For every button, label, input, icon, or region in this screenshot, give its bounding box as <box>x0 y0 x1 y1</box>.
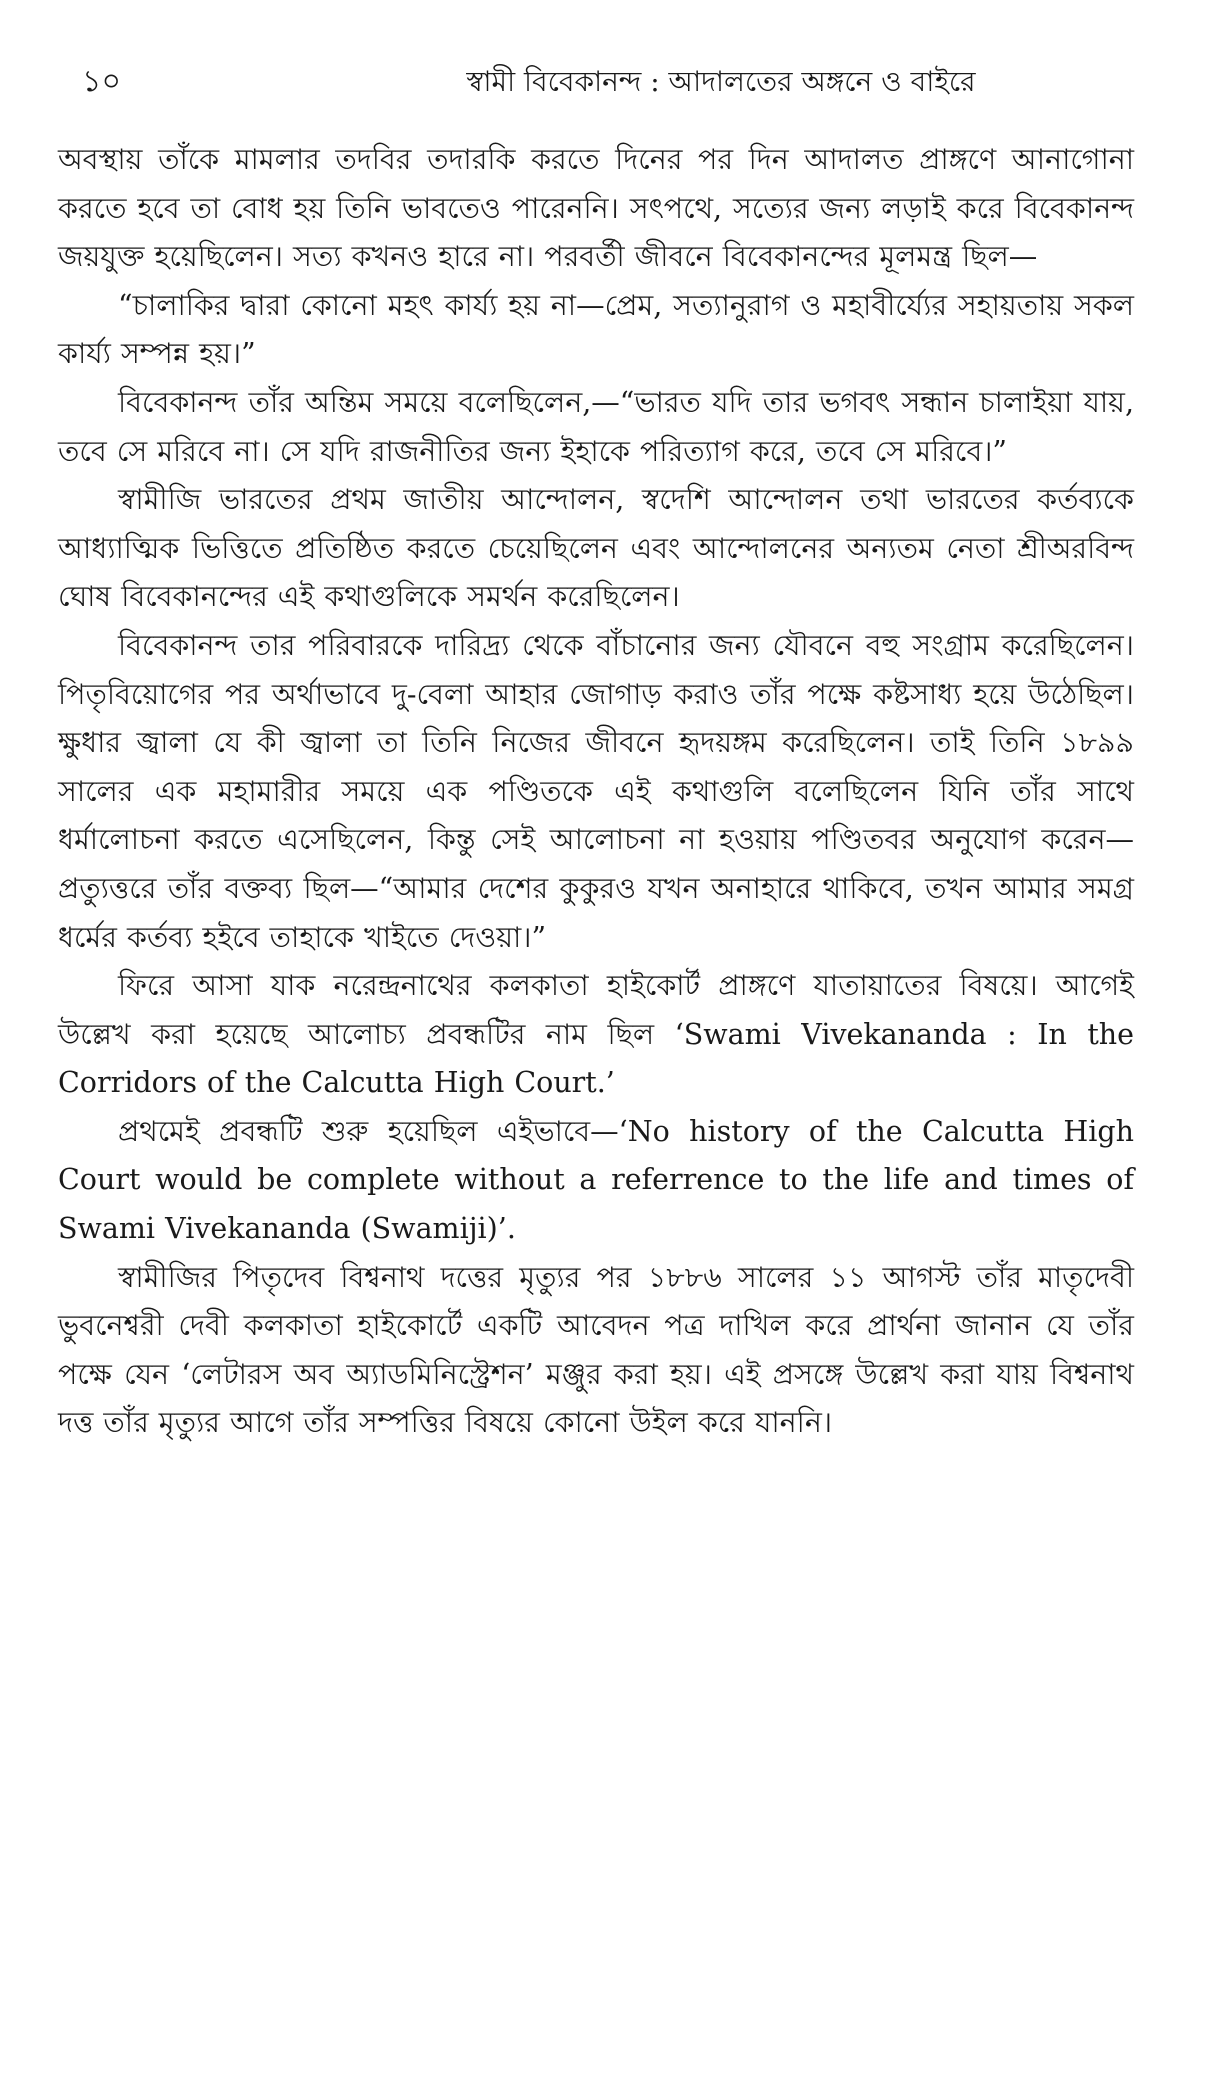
paragraph-national-movement: স্বামীজি ভারতের প্রথম জাতীয় আন্দোলন, স্বদেশি আন্দোলন তথা ভারতের কর্তব্যকে আধ্যাত্মিক ভিত্তিতে প্রতিষ্ঠিত করতে চেয়েছিলেন এবং আন্দোলনের অন্যতম নেতা শ্রীঅরবিন্দ ঘোষ বিবেকানন্দের এই কথাগুলিকে সমর্থন করেছিলেন। <box>58 483 1134 614</box>
paragraph-high-court-visits: ফিরে আসা যাক নরেন্দ্রনাথের কলকাতা হাইকোর্ট প্রাঙ্গণে যাতায়াতের বিষয়ে। আগেই উল্লেখ করা হয়েছে আলোচ্য প্রবন্ধটির নাম ছিল ‘Swami Vivekananda : In the Corridors of the Calcutta High Court.’ <box>58 969 1135 1100</box>
running-title: স্বামী বিবেকানন্দ : আদালতের অঙ্গনে ও বাইরে <box>466 65 976 98</box>
paragraph-poverty-struggle: বিবেকানন্দ তার পরিবারকে দারিদ্র্য থেকে বাঁচানোর জন্য যৌবনে বহু সংগ্রাম করেছিলেন। পিতৃবিয়োগের পর অর্থাভাবে দু-বেলা আহার জোগাড় করাও তাঁর পক্ষে কষ্টসাধ্য হয়ে উঠেছিল। ক্ষুধার জ্বালা যে কী জ্বালা তা তিনি নিজের জীবনে হৃদয়ঙ্গম করেছিলেন। তাই তিনি ১৮৯৯ সালের এক মহামারীর সময়ে এক পণ্ডিতকে এই কথাগুলি বলেছিলেন যিনি তাঁর সাথে ধর্মালোচনা করতে এসেছিলেন, কিন্তু সেই আলোচনা না হওয়ায় পণ্ডিতবর অনুযোগ করেন—প্রত্যুত্তরে তাঁর বক্তব্য ছিল—“আমার দেশের কুকুরও যখন অনাহারে থাকিবে, তখন আমার সমগ্র ধর্মের কর্তব্য হইবে তাহাকে খাইতে দেওয়া।” <box>58 628 1134 954</box>
page-header <box>58 62 1134 118</box>
page-number: ১০ <box>82 64 121 99</box>
body-text <box>58 136 1134 1448</box>
paragraph-final-words: বিবেকানন্দ তাঁর অন্তিম সময়ে বলেছিলেন,—“ভারত যদি তার ভগবৎ সন্ধান চালাইয়া যায়, তবে সে মরিবে না। সে যদি রাজনীতির জন্য ইহাকে পরিত্যাগ করে, তবে সে মরিবে।” <box>58 385 1134 468</box>
paragraph-article-opening: প্রথমেই প্রবন্ধটি শুরু হয়েছিল এইভাবে—‘No history of the Calcutta High Court would be complete without a referrence to the life and times of Swami Vivekananda (Swamiji)’. <box>58 1114 1134 1246</box>
paragraph-continuation: অবস্থায় তাঁকে মামলার তদবির তদারকি করতে দিনের পর দিন আদালত প্রাঙ্গণে আনাগোনা করতে হবে তা বোধ হয় তিনি ভাবতেও পারেননি। সৎপথে, সত্যের জন্য লড়াই করে বিবেকানন্দ জয়যুক্ত হয়েছিলেন। সত্য কখনও হারে না। পরবর্তী জীবনে বিবেকানন্দের মূলমন্ত্র ছিল— <box>58 143 1134 274</box>
paragraph-quote-chalaki: “চালাকির দ্বারা কোনো মহৎ কার্য্য হয় না—প্রেম, সত্যানুরাগ ও মহাবীর্য্যের সহায়তায় সকল কার্য্য সম্পন্ন হয়।” <box>58 288 1134 371</box>
paragraph-letters-of-administration: স্বামীজির পিতৃদেব বিশ্বনাথ দত্তের মৃত্যুর পর ১৮৮৬ সালের ১১ আগস্ট তাঁর মাতৃদেবী ভুবনেশ্বরী দেবী কলকাতা হাইকোর্টে একটি আবেদন পত্র দাখিল করে প্রার্থনা জানান যে তাঁর পক্ষে যেন ‘লেটারস অব অ্যাডমিনিস্ট্রেশন’ মঞ্জুর করা হয়। এই প্রসঙ্গে উল্লেখ করা যায় বিশ্বনাথ দত্ত তাঁর মৃত্যুর আগে তাঁর সম্পত্তির বিষয়ে কোনো উইল করে যাননি। <box>58 1260 1134 1440</box>
